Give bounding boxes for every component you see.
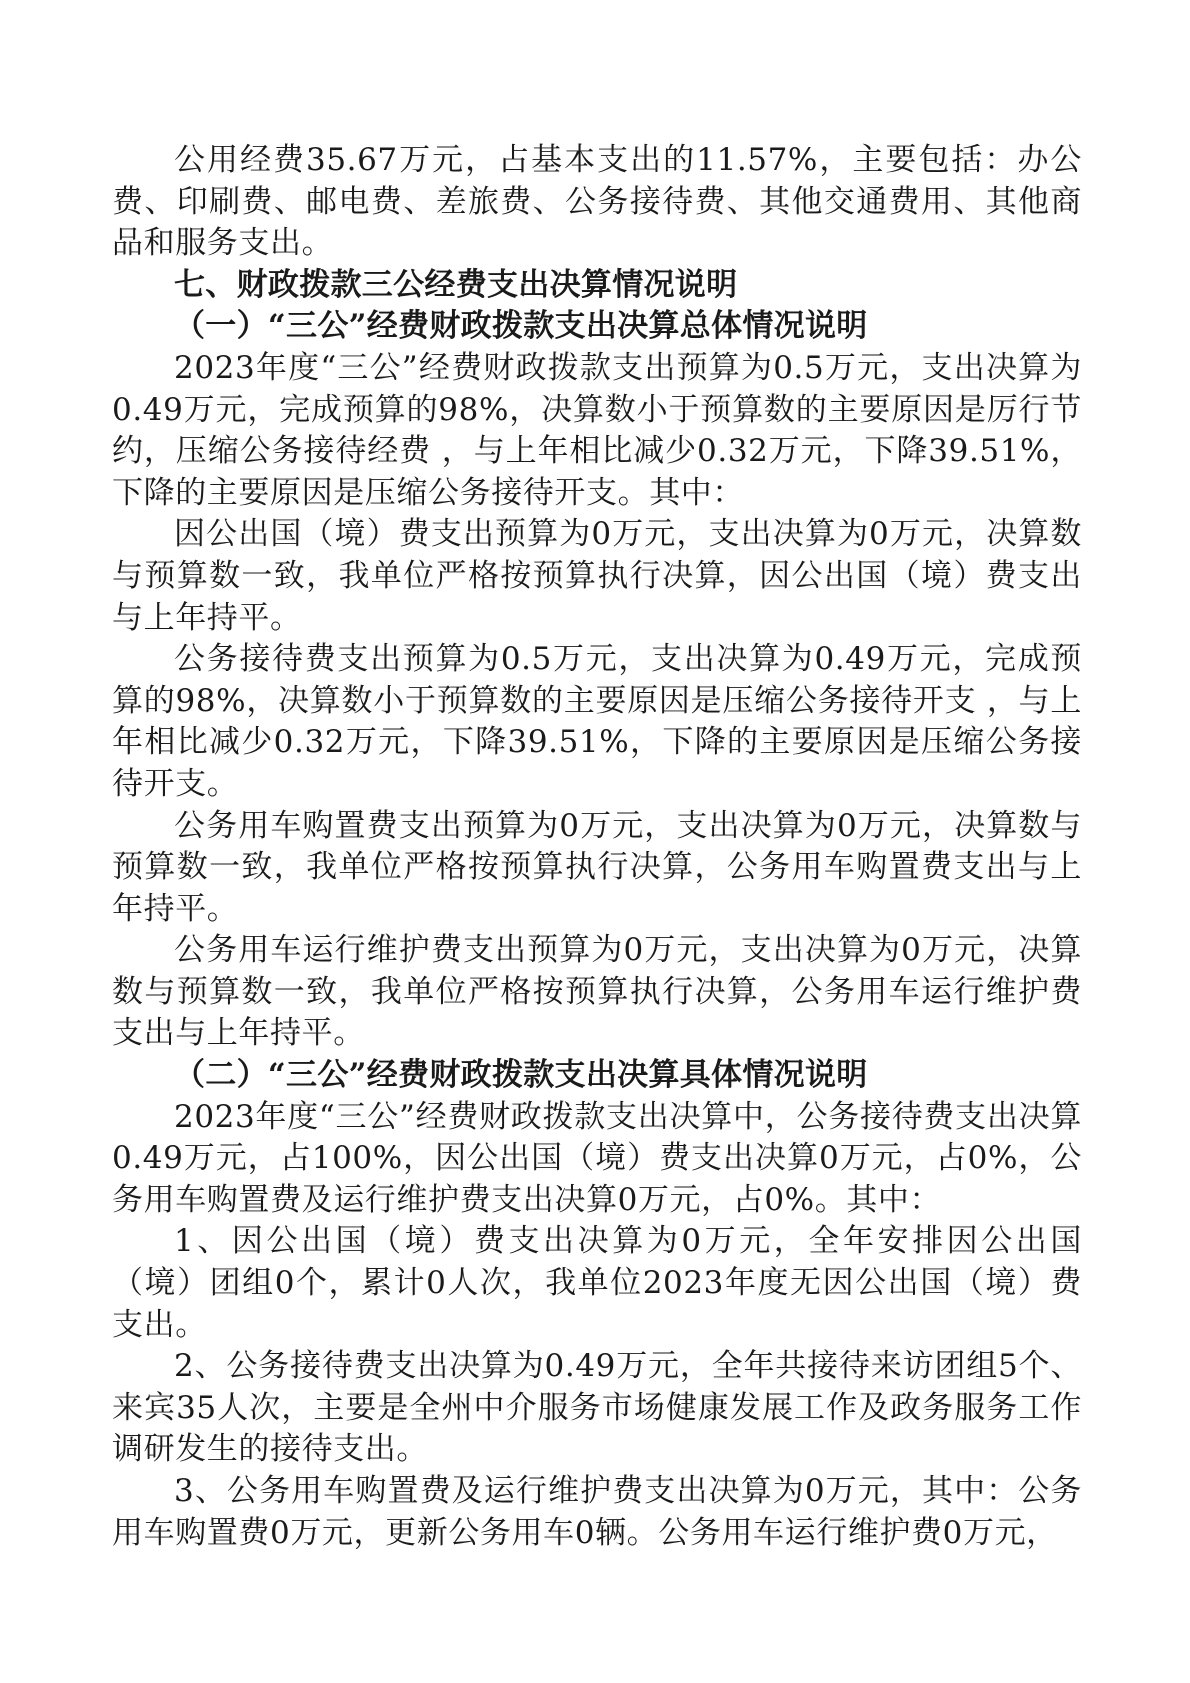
- para-overall-2023: 2023年度“三公”经费财政拨款支出预算为0.5万元，支出决算为0.49万元，完成预算的98%，决算数小于预算数的主要原因是厉行节约，压缩公务接待经费 ，与上年相比减少0.32万元，下降39.51%，下降的主要原因是压缩公务接待开支。其中：: [112, 349, 1082, 511]
- document-page: [112, 140, 1082, 1554]
- para-detail-2023: 2023年度“三公”经费财政拨款支出决算中，公务接待费支出决算0.49万元，占100%，因公出国（境）费支出决算0万元，占0%，公务用车购置费及运行维护费支出决算0万元，占0%。其中：: [112, 1098, 1082, 1218]
- para-vehicle-purchase: 公务用车购置费支出预算为0万元，支出决算为0万元，决算数与预算数一致，我单位严格按预算执行决算，公务用车购置费支出与上年持平。: [112, 807, 1082, 927]
- para-vehicle-maintenance: 公务用车运行维护费支出预算为0万元，支出决算为0万元，决算数与预算数一致，我单位严格按预算执行决算，公务用车运行维护费支出与上年持平。: [112, 932, 1082, 1052]
- para-public-expenses: 公用经费35.67万元，占基本支出的11.57%，主要包括：办公费、印刷费、邮电费、差旅费、公务接待费、其他交通费用、其他商品和服务支出。: [112, 142, 1082, 262]
- para-reception: 公务接待费支出预算为0.5万元，支出决算为0.49万元，完成预算的98%，决算数小于预算数的主要原因是压缩公务接待开支 ，与上年相比减少0.32万元，下降39.51%，下降的主要原因是压缩公务接待开支。: [112, 641, 1082, 802]
- subsection-heading-one: （一）“三公”经费财政拨款支出决算总体情况说明: [174, 308, 868, 345]
- subsection-heading-two: （二）“三公”经费财政拨款支出决算具体情况说明: [174, 1057, 868, 1094]
- section-heading-seven: 七、财政拨款三公经费支出决算情况说明: [174, 266, 738, 303]
- para-overseas: 因公出国（境）费支出预算为0万元，支出决算为0万元，决算数与预算数一致，我单位严格按预算执行决算，因公出国（境）费支出与上年持平。: [112, 516, 1082, 636]
- para-item-2: 2、公务接待费支出决算为0.49万元，全年共接待来访团组5个、来宾35人次，主要是全州中介服务市场健康发展工作及政务服务工作调研发生的接待支出。: [112, 1348, 1082, 1468]
- para-item-1: 1、因公出国（境）费支出决算为0万元，全年安排因公出国（境）团组0个，累计0人次，我单位2023年度无因公出国（境）费支出。: [112, 1223, 1082, 1343]
- para-item-3: 3、公务用车购置费及运行维护费支出决算为0万元，其中：公务用车购置费0万元，更新公务用车0辆。公务用车运行维护费0万元，: [112, 1473, 1082, 1551]
